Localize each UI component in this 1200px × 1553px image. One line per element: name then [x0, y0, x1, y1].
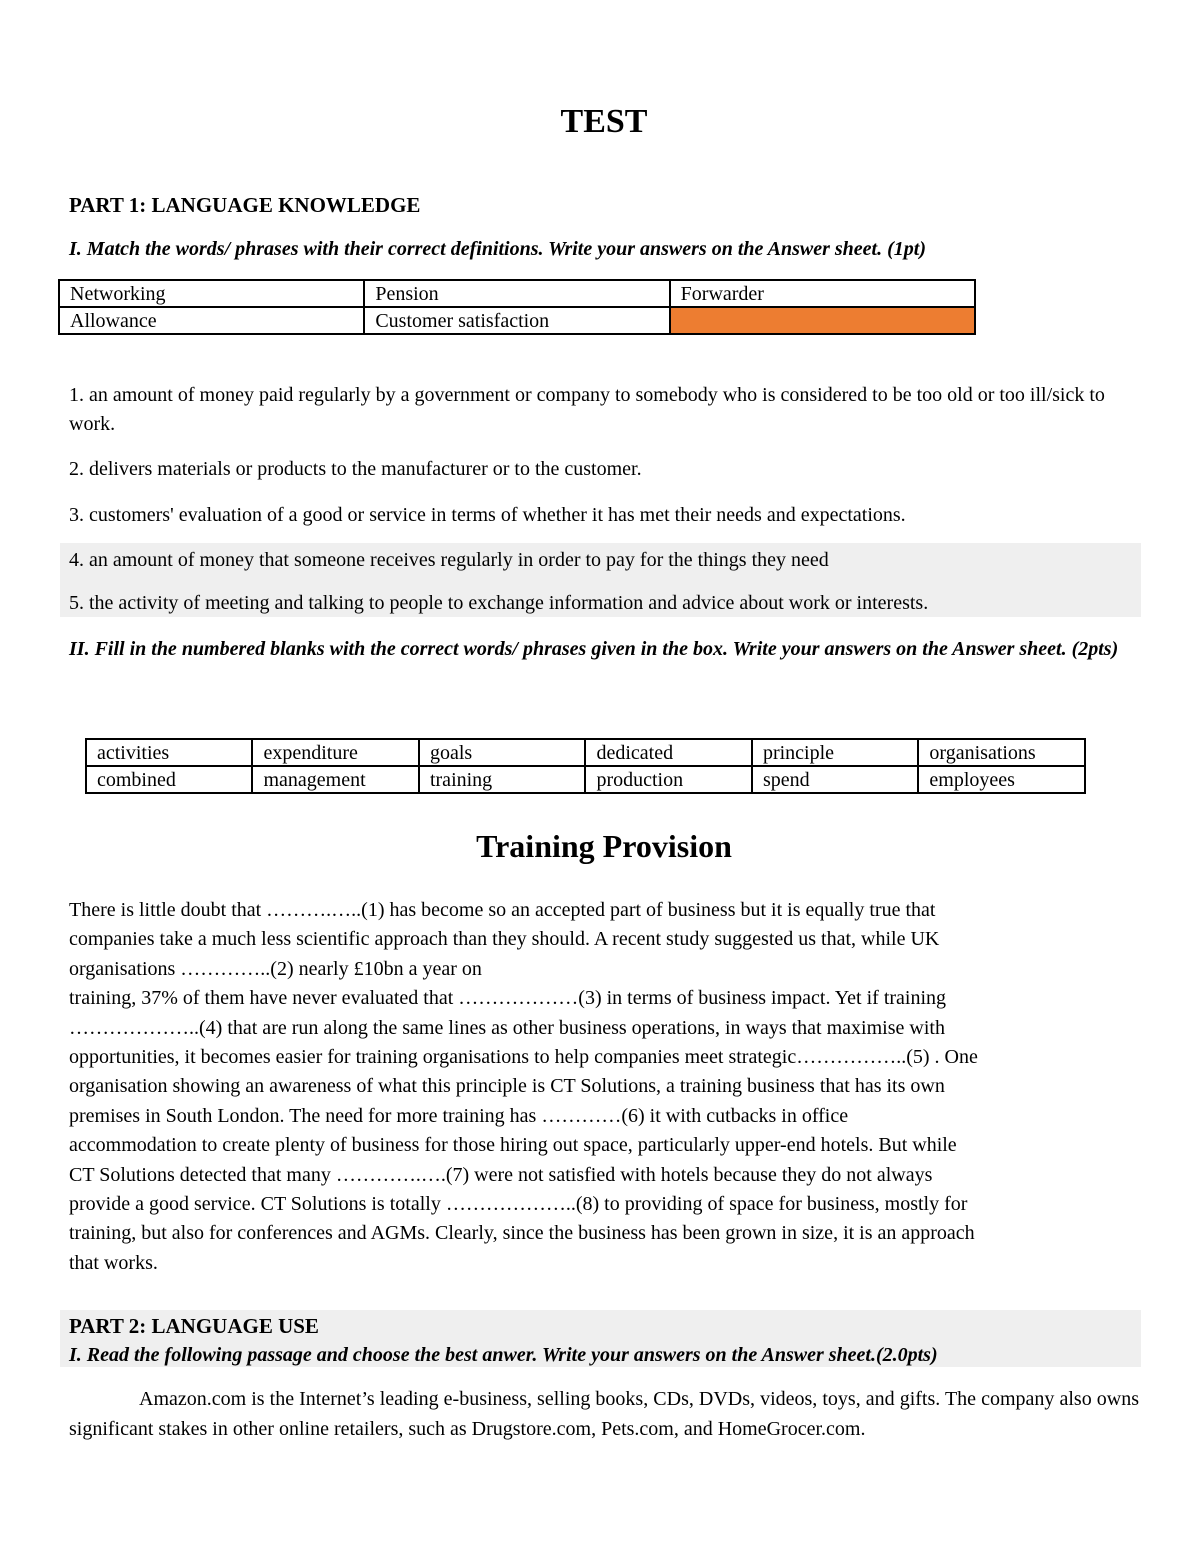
- passage-line: organisation showing an awareness of what this principle is CT Solutions, a training business that has its own: [69, 1075, 945, 1098]
- amazon-passage: Amazon.com is the Internet’s leading e-business, selling books, CDs, DVDs, videos, toys, and gifts. The company also owns significant stakes in other online retailers, such as Drugstore.com, Pets.com, and HomeGrocer.com.: [69, 1388, 1139, 1440]
- definition-4: 4. an amount of money that someone receives regularly in order to pay for the things they need: [69, 549, 829, 571]
- table-cell: management: [252, 766, 418, 793]
- passage-line: organisations …………..(2) nearly £10bn a year on: [69, 957, 482, 980]
- highlighted-empty-cell: [670, 307, 975, 334]
- table-cell: expenditure: [252, 739, 418, 766]
- part1-heading: PART 1: LANGUAGE KNOWLEDGE: [69, 193, 421, 217]
- table-cell: Customer satisfaction: [364, 307, 669, 334]
- table-cell: goals: [419, 739, 585, 766]
- passage-line: companies take a much less scientific approach than they should. A recent study suggested us that, while UK: [69, 928, 940, 951]
- word-table-2: [85, 738, 1086, 794]
- table-row: [59, 280, 975, 307]
- passage-line: There is little doubt that ……….…..(1) has become so an accepted part of business but it is equally true that: [69, 899, 936, 921]
- table-cell: dedicated: [585, 739, 751, 766]
- table-cell: Pension: [364, 280, 669, 307]
- word-table-1: [58, 279, 976, 335]
- passage-line: ………………..(4) that are run along the same lines as other business operations, in ways that maximise with: [69, 1016, 945, 1039]
- definition-3: 3. customers' evaluation of a good or service in terms of whether it has met their needs and expectations.: [69, 504, 906, 526]
- table-cell: spend: [752, 766, 918, 793]
- table-cell: production: [585, 766, 751, 793]
- table-cell: Networking: [59, 280, 364, 307]
- passage-line: accommodation to create plenty of business for those hiring out space, particularly upper-end hotels. But while: [69, 1134, 957, 1157]
- part2-heading: PART 2: LANGUAGE USE: [69, 1314, 319, 1338]
- passage-line: training, but also for conferences and AGMs. Clearly, since the business has been grown in size, it is an approach: [69, 1222, 975, 1245]
- table-cell: Forwarder: [670, 280, 975, 307]
- part2-instruction: I. Read the following passage and choose the best anwer. Write your answers on the Answer sheet.(2.0pts): [69, 1344, 938, 1366]
- passage-line: premises in South London. The need for more training has …………(6) it with cutbacks in office: [69, 1104, 849, 1127]
- table-cell: training: [419, 766, 585, 793]
- page-title: TEST: [560, 103, 648, 140]
- passage-line: opportunities, it becomes easier for training organisations to help companies meet strategic……………..(5) . One: [69, 1046, 978, 1069]
- table-row: [86, 766, 1085, 793]
- section1-instruction: I. Match the words/ phrases with their correct definitions. Write your answers on the Answer sheet. (1pt): [69, 238, 926, 260]
- passage-line: provide a good service. CT Solutions is totally ………………..(8) to providing of space for business, mostly for: [69, 1193, 968, 1216]
- table-cell: employees: [918, 766, 1085, 793]
- table-cell: combined: [86, 766, 252, 793]
- training-passage: [69, 896, 1144, 1278]
- passage-line: CT Solutions detected that many ………….….(7) were not satisfied with hotels because they do not always: [69, 1163, 933, 1186]
- definition-1: 1. an amount of money paid regularly by a government or company to somebody who is considered to be too old or too ill/sick to work.: [69, 384, 1105, 435]
- table-cell: activities: [86, 739, 252, 766]
- passage-title: Training Provision: [476, 828, 732, 864]
- passage-line: that works.: [69, 1251, 158, 1274]
- table-cell: Allowance: [59, 307, 364, 334]
- table-row: [59, 307, 975, 334]
- passage-line: training, 37% of them have never evaluated that ………………(3) in terms of business impact. Yet if training: [69, 987, 947, 1010]
- table-cell: principle: [752, 739, 918, 766]
- table-row: [86, 739, 1085, 766]
- table-cell: organisations: [918, 739, 1085, 766]
- definition-5: 5. the activity of meeting and talking to people to exchange information and advice about work or interests.: [69, 592, 929, 614]
- section2-instruction: II. Fill in the numbered blanks with the correct words/ phrases given in the box. Write your answers on the Answer sheet. (2pts): [69, 638, 1119, 660]
- definition-2: 2. delivers materials or products to the manufacturer or to the customer.: [69, 458, 642, 480]
